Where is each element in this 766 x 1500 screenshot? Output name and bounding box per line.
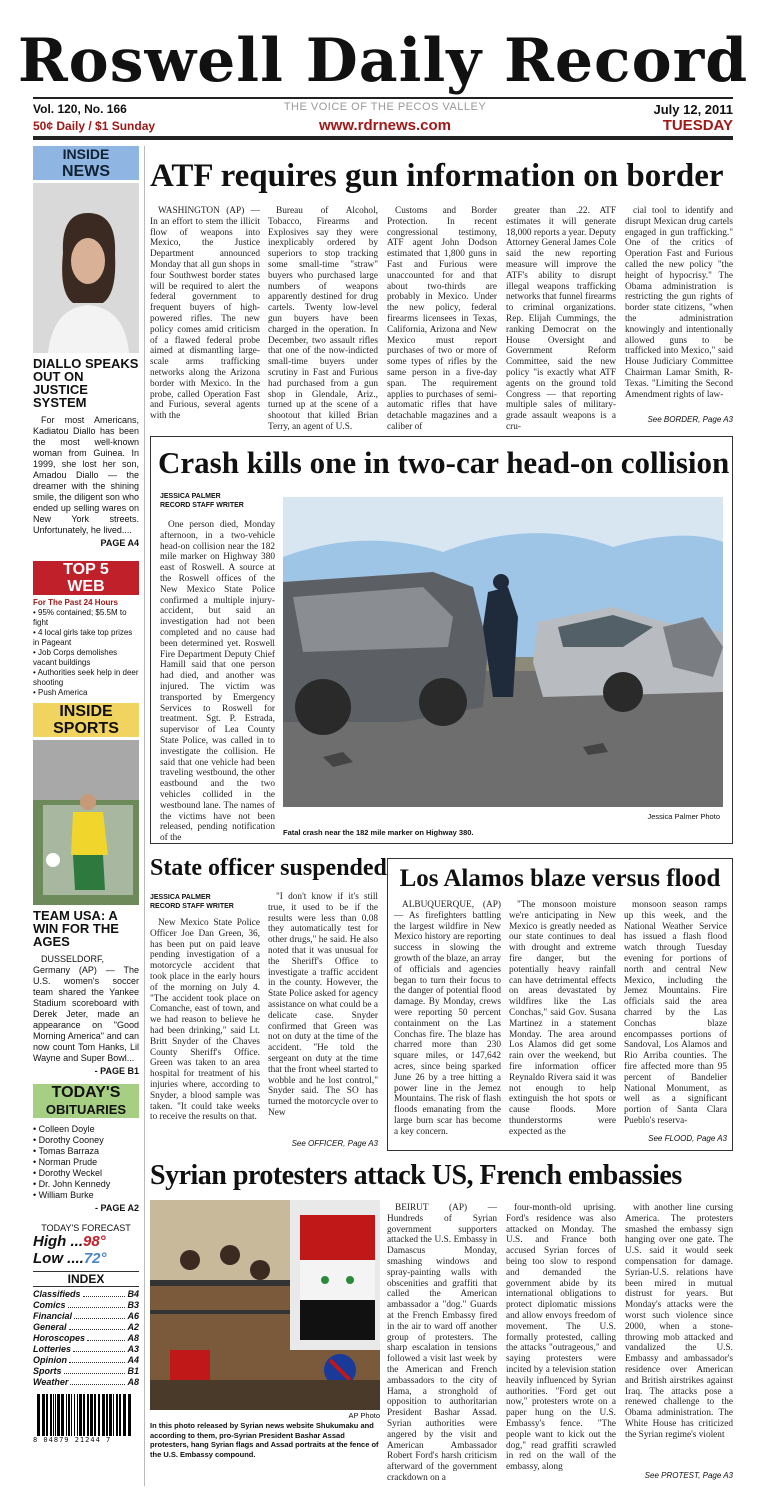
barcode-bar <box>79 1394 82 1436</box>
index-row[interactable] <box>33 1333 139 1344</box>
atf-col-1: WASHINGTON (AP) — In an effort to stem the illicit flow of weapons into Mexico, the Justice Department announced Monday that all gun shops in four Southwest border states will be required to alert the federal government to frequent buyers of high-powered rifles. The new policy comes amid criticism of a flawed federal probe aimed at dismantling large-scale arms trafficking networks along the Arizona border with Mexico. In the probe, called Operation Fast and Furious, several agents with the <box>150 206 260 422</box>
team-usa-page: - PAGE B1 <box>94 1066 139 1076</box>
obituary-item[interactable]: • Dorothy Cooney <box>33 1135 139 1146</box>
barcode-bar <box>46 1394 48 1436</box>
index-leader <box>68 1300 126 1308</box>
officer-col-1: New Mexico State Police Officer Joe Dan Green, 36, has been put on paid leave pending investigation of a motorcycle accident that took place in the early hours of the morning on July 4. "The accident took place on Comanche, east of town, and we had reason to believe he had been drinking," said Lt. Britt Snyder of the Chaves County Sheriff's Office. Green was taken to an area hospital for treatment of his injuries where, according to Snyder, a blood sample was taken. "It could take weeks to receive the results on that. <box>150 918 260 1123</box>
slogan: THE VOICE OF THE PECOS VALLEY <box>283 101 487 113</box>
index-row[interactable] <box>33 1344 139 1355</box>
officer-jump[interactable]: See OFFICER, Page A3 <box>291 1139 378 1148</box>
flood-jump[interactable]: See FLOOD, Page A3 <box>648 1134 727 1143</box>
barcode-bar <box>94 1394 96 1436</box>
index-leader <box>73 1344 125 1352</box>
issue-date: July 12, 2011 <box>653 102 733 117</box>
index-leader <box>69 1322 126 1330</box>
crash-headline[interactable]: Crash kills one in two-car head-on collision <box>158 445 730 480</box>
atf-col-5: cial tool to identify and disrupt Mexican drug cartels engaged in gun trafficking." One of the critics of Operation Fast and Furious called the new policy "the height of hypocrisy." The Obama administration is restricting the gun rights of border state citizens, "when the administration knowingly and intentionally allowed guns to be trafficked into Mexico," said House Judiciary Committee Chairman Lamar Smith, R-Texas. "Limiting the Second Amendment rights of law- <box>625 206 733 400</box>
obituaries-label: TODAY'S OBITUARIES <box>33 1084 139 1118</box>
obituaries-page: - PAGE A2 <box>94 1203 139 1213</box>
soccer-photo <box>33 740 139 905</box>
sidebar-divider <box>144 146 145 1486</box>
index-page: A3 <box>127 1344 139 1354</box>
barcode-digits: 8 04879 21244 7 <box>33 1436 112 1444</box>
barcode-bar <box>77 1394 78 1436</box>
syria-photo-credit: AP Photo <box>348 1411 380 1420</box>
barcode-bar <box>55 1394 56 1436</box>
crash-text: One person died, Monday afternoon, in a two-vehicle head-on collision near the 182 mile marker on Highway 380 east of Roswell. A source at the Roswell offices of the New Mexico State Police confirmed a multiple injury-accident, but said an investigation had not been completed and no cause had been determined yet. Roswell Fire Department Deputy Chief Hamill said that one person had died, and another was injured. The victim was transported by Emergency Services to Roswell for treatment. Sgt. P. Estrada, supervisor of Lea County State Police, was called in to investigate the collision. He said that one vehicle had been traveling westbound, the other eastbound and the two vehicles collided in the westbound lane. The names of the victims have not been released, pending notification of the <box>160 520 275 844</box>
index-page: B3 <box>127 1300 139 1310</box>
index-section: Classifieds <box>33 1289 81 1299</box>
index-row[interactable] <box>33 1300 139 1311</box>
top5-item[interactable]: • Job Corps demolishes vacant buildings <box>33 648 139 668</box>
diallo-headline[interactable]: DIALLO SPEAKS OUT ON JUSTICE SYSTEM <box>33 356 139 410</box>
atf-col-2: Bureau of Alcohol, Tobacco, Firearms and Explosives say they were inexplicably ordered by superiors to stop tracking some small-time "straw" buyers who purchased large numbers of weapons apparently destined for drug cartels. Twenty low-level gun buyers have been charged in the operation. In December, two assault rifles that one of the now-indicted small-time buyers under scrutiny in Fast and Furious had purchased from a gun shop in Glendale, Ariz., turned up at the scene of a shootout that killed Brian Terry, an agent of U.S. <box>268 206 378 432</box>
syria-jump[interactable]: See PROTEST, Page A3 <box>644 1471 733 1480</box>
issue-weekday: TUESDAY <box>662 117 733 134</box>
top5-subtitle: For The Past 24 Hours <box>33 598 118 607</box>
obituary-item[interactable]: • Colleen Doyle <box>33 1124 139 1135</box>
barcode-bar <box>66 1394 67 1436</box>
index-section: Horoscopes <box>33 1333 86 1343</box>
obituary-item[interactable]: • Dorothy Weckel <box>33 1168 139 1179</box>
officer-headline[interactable]: State officer suspended <box>150 855 387 881</box>
index-leader <box>83 1289 126 1297</box>
index-section: Lotteries <box>33 1344 72 1354</box>
index-row[interactable] <box>33 1289 139 1300</box>
price: 50¢ Daily / $1 Sunday <box>33 119 156 133</box>
index-leader <box>64 1366 126 1374</box>
barcode-bar <box>83 1394 85 1436</box>
barcode-bar <box>123 1394 126 1436</box>
barcode-bar <box>68 1394 70 1436</box>
obituary-item[interactable]: • William Burke <box>33 1190 139 1201</box>
barcode-bar <box>53 1394 54 1436</box>
atf-col-4: greater than .22. ATF estimates it will generate 18,000 reports a year. Deputy Attorney General James Cole said the new reporting measure will improve the ATF's ability to disrupt illegal weapons trafficking networks that funnel firearms to criminal organizations. Rep. Elijah Cummings, the ranking Democrat on the House Oversight and Government Reform Committee, said the new policy "is exactly what ATF agents on the ground told Congress — that reporting multiple sales of military-grade assault weapons is a cru- <box>506 206 616 432</box>
website-link[interactable]: www.rdrnews.com <box>319 117 451 134</box>
syria-caption: In this photo released by Syrian news website Shukumaku and according to them, pro-Syrian President Bashar Assad protesters, hang Syrian flags and Assad portraits at the fence of the U.S. Embassy compound. <box>150 1421 379 1459</box>
index-page: A2 <box>127 1322 139 1332</box>
obituary-item[interactable]: • Norman Prude <box>33 1157 139 1168</box>
index-row[interactable] <box>33 1322 139 1333</box>
barcode-bar <box>61 1394 64 1436</box>
forecast-low: Low ....72° <box>33 1250 107 1267</box>
top5-list <box>33 608 139 698</box>
flood-col-2: "The monsoon moisture we're anticipating in New Mexico is greatly needed as our state continues to deal with drought and extreme fire danger, but the potentially heavy rainfall can have detrimental effects on areas devastated by wildfires like the Las Conchas," said Gov. Susana Martinez in a statement Monday. The area around Los Alamos did get some rain over the weekend, but fire information officer Reynaldo Rivera said it was not enough to help extinguish the hot spots or cause floods. More thunderstorms were expected as the <box>509 900 616 1137</box>
top5-item[interactable]: • 95% contained; $5.5M to fight <box>33 608 139 628</box>
masthead-rule <box>33 97 733 99</box>
barcode-bar <box>74 1394 75 1436</box>
atf-jump[interactable]: See BORDER, Page A3 <box>647 415 733 424</box>
index-list <box>33 1289 139 1388</box>
index-page: B1 <box>127 1366 139 1376</box>
obituary-item[interactable]: • Tomas Barraza <box>33 1146 139 1157</box>
top5-web-label: TOP 5 WEB <box>33 561 139 595</box>
barcode-bar <box>106 1394 108 1436</box>
officer-byline: JESSICA PALMER RECORD STAFF WRITER <box>150 894 234 910</box>
barcode-bar <box>42 1394 45 1436</box>
barcode-bar <box>128 1394 131 1436</box>
team-usa-headline[interactable]: TEAM USA: A WIN FOR THE AGES <box>33 908 119 949</box>
diallo-teaser: For most Americans, Kadiatou Diallo has been the most well-known woman from Guinea. In 1999, she lost her son, Amadou Diallo — the dreamer with the shining smile, the diligent son who ended up selling wares on New York streets. Unfortunately, he lived.... <box>33 415 139 535</box>
barcode-bar <box>90 1394 93 1436</box>
index-page: A8 <box>127 1333 139 1343</box>
flood-col-1: ALBUQUERQUE, (AP) — As firefighters battling the largest wildfire in New Mexico history are reporting success in slowing the growth of the blaze, an array of officials and agencies began to turn their focus to the danger of potential flood damage. By Monday, crews were reporting 50 percent containment on the Las Conchas fire. The blaze has charred more than 230 square miles, or 147,642 acres, since being sparked June 26 by a tree hitting a power line in the Jemez Mountains. The risk of flash floods emanating from the large burn scar has become a key concern. <box>394 900 501 1137</box>
forecast-label: TODAY'S FORECAST <box>41 1223 131 1233</box>
crash-caption: Fatal crash near the 182 mile marker on Highway 380. <box>283 828 474 837</box>
officer-col-2: "I don't know if it's still true, it used to be if the results were less than 0.08 they automatically test for other drugs," he said. He also noted that it was unusual for the Sheriff's Office to investigate a traffic accident in the county. However, the State Police asked for agency assistance on what could be a delicate case. Snyder confirmed that Green was not on duty at the time of the accident. "He told the sergeant on duty at the time that the front wheel started to wobble and he lost control," Snyder said. The SO has turned the motorcycle over to New <box>268 892 378 1118</box>
team-usa-teaser: DUSSELDORF, Germany (AP) — The U.S. women's soccer team shared the Yankee Stadium scoreboard with Derek Jeter, made an appearance on "Good Morning America" and can now count Tom Hanks, Lil Wayne and Super Bowl... <box>33 954 139 1063</box>
barcode-bar <box>57 1394 60 1436</box>
atf-headline[interactable]: ATF requires gun information on border <box>150 158 724 194</box>
barcode-bar <box>109 1394 112 1436</box>
masthead-title: Roswell Daily Record <box>17 26 749 96</box>
crash-byline: JESSICA PALMER RECORD STAFF WRITER <box>160 493 244 509</box>
barcode-bar <box>71 1394 72 1436</box>
index-row[interactable] <box>33 1366 139 1377</box>
index-page: A6 <box>127 1311 139 1321</box>
syria-col-2: four-month-old uprising. Ford's residence was also attacked on Monday. The U.S. and France both accused Syrian forces of being too slow to respond and demanded the government abide by its international obligations to protect diplomatic missions and allow envoys freedom of movement. The U.S. formally protested, calling the attacks "outrageous," and saying protesters were incited by a television station heavily influenced by Syrian authorities. "Ford get out now," protesters wrote on a paper hung on the U.S. Embassy's fence. "The people want to kick out the dog," read graffiti scrawled in red on the wall of the embassy, along <box>506 1203 616 1473</box>
crash-photo-credit: Jessica Palmer Photo <box>647 812 720 821</box>
index-page: A8 <box>127 1377 139 1387</box>
index-section: General <box>33 1322 67 1332</box>
syria-col-3: with another line cursing America. The protesters smashed the embassy sign hanging over one gate. The U.S. said it would seek compensation for damage. Syrian-U.S. relations have been mired in mutual distrust for years. But Monday's attacks were the worst such violence since 2000, when a stone-throwing mob attacked and vandalized the U.S. Embassy and ambassador's residence over American and British airstrikes against Iraq. The attacks pose a renewed challenge to the Obama administration. The White House has criticized the Syrian regime's violent <box>625 1203 733 1440</box>
obituaries-list <box>33 1124 139 1201</box>
flood-col-3: monsoon season ramps up this week, and the National Weather Service has issued a flash flood watch through Tuesday evening for portions of north and central New Mexico, including the Jemez Mountains. Fire officials said the area charred by the Las Conchas blaze encompasses portions of Sandoval, Los Alamos and Rio Arriba counties. The fire affected more than 95 percent of Bandelier National Monument, as well as a significant portion of Santa Clara Pueblo's reserva- <box>624 900 727 1126</box>
barcode-bar <box>87 1394 89 1436</box>
index-page: A4 <box>127 1355 139 1365</box>
crash-photo <box>283 497 723 807</box>
diallo-photo <box>33 183 139 353</box>
forecast-high: High ...98° <box>33 1233 106 1250</box>
index-leader <box>69 1355 125 1363</box>
barcode-bar <box>119 1394 121 1436</box>
index-page: B4 <box>127 1289 139 1299</box>
inside-news-label: INSIDE NEWS <box>33 146 139 180</box>
volume-number: Vol. 120, No. 166 <box>33 102 127 116</box>
syria-headline[interactable]: Syrian protesters attack US, French embassies <box>150 1160 682 1191</box>
index-row[interactable] <box>33 1311 139 1322</box>
barcode-bar <box>102 1394 105 1436</box>
barcode-bar <box>50 1394 52 1436</box>
index-row[interactable] <box>33 1355 139 1366</box>
index-section: Weather <box>33 1377 69 1387</box>
index-section: Opinion <box>33 1355 67 1365</box>
atf-col-3: Customs and Border Protection. In recent congressional testimony, ATF agent John Dodson estimated that 1,800 guns in Fast and Furious were unaccounted for and that about two-thirds are probably in Mexico. Under the new policy, federal firearms licensees in Texas, California, Arizona and New Mexico must report purchases of two or more of some types of rifles by the same person in a five-day span. The requirement applies to purchases of semi-automatic rifles that have detachable magazines and a caliber of <box>387 206 497 432</box>
masthead-bottom-rule <box>33 136 733 140</box>
index-row[interactable] <box>33 1377 139 1388</box>
obituary-item[interactable]: • Dr. John Kennedy <box>33 1179 139 1190</box>
top5-item[interactable]: • 4 local girls take top prizes in Pageant <box>33 628 139 648</box>
index-section: Financial <box>33 1311 73 1321</box>
top5-item[interactable]: • Push America <box>33 688 139 698</box>
syria-photo <box>150 1200 380 1410</box>
barcode-bar <box>116 1394 118 1436</box>
diallo-page: PAGE A4 <box>100 538 139 548</box>
index-section: Comics <box>33 1300 66 1310</box>
flood-headline[interactable]: Los Alamos blaze versus flood <box>399 865 721 892</box>
sidebar <box>33 146 139 1444</box>
barcode-bar <box>113 1394 114 1436</box>
barcode-bar <box>98 1394 100 1436</box>
index-leader <box>70 1377 125 1385</box>
index-leader <box>74 1311 125 1319</box>
index-label: INDEX <box>33 1271 139 1287</box>
barcode <box>33 1394 133 1436</box>
index-section: Sports <box>33 1366 62 1376</box>
top5-item[interactable]: • Authorities seek help in deer shooting <box>33 668 139 688</box>
index-leader <box>87 1333 125 1341</box>
barcode-bar <box>37 1394 40 1436</box>
syria-col-1: BEIRUT (AP) — Hundreds of Syrian government supporters attacked the U.S. Embassy in Damascus Monday, smashing windows and spray-painting walls with obscenities and graffiti that called the American ambassador a "dog." Guards at the French Embassy fired in the air to ward off another group of protesters. The sharp escalation in tensions followed a visit last week by the American and French ambassadors to the city of Hama, a stronghold of opposition to authoritarian President Bashar Assad. Syrian authorities were angered by the visit and American Ambassador Robert Ford's harsh criticism afterward of the government crackdown on a <box>387 1203 497 1483</box>
inside-sports-label: INSIDE SPORTS <box>33 703 139 737</box>
